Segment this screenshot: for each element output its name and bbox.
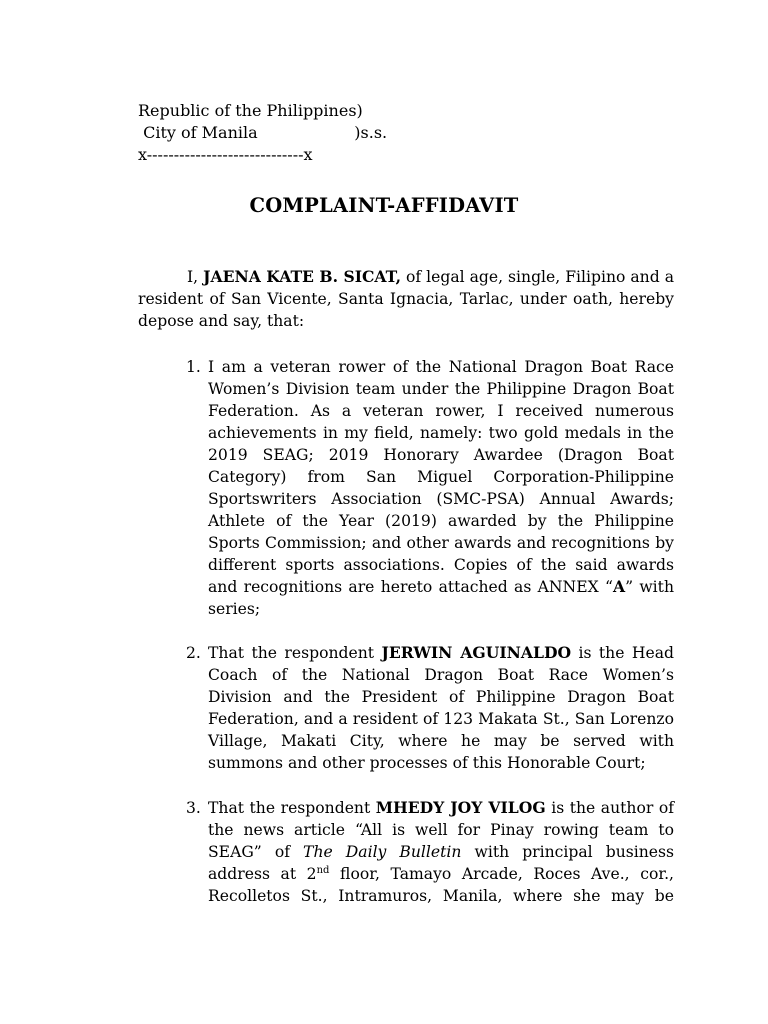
venue-caption — [138, 100, 387, 166]
intro-pre: I, — [187, 268, 204, 286]
document-title: COMPLAINT-AFFIDAVIT — [249, 194, 519, 217]
respondent-name: JERWIN AGUINALDO — [381, 643, 572, 662]
item-number: 3. — [186, 799, 201, 817]
caption-republic: Republic of the Philippines) — [138, 101, 363, 120]
item-number: 1. — [186, 358, 201, 376]
annex-label: A — [612, 577, 626, 596]
list-item — [186, 642, 674, 774]
affiant-name: JAENA KATE B. SICAT, — [203, 267, 401, 286]
list-item — [186, 356, 674, 620]
intro-post: of legal age, single, Filipino and a resident of San Vicente, Santa Ignacia, Tarlac, under oath, hereby depose and say, that: — [138, 268, 674, 330]
item-text: That the respondent MHEDY JOY VILOG is the author of the news article “All is well for Pinay rowing team to SEAG” of The Daily Bulletin with principal business address at 2nd floor, Tamayo Arcade, Roces Ave., cor., Recolletos St., Intramuros, Manila, where she may be — [208, 798, 675, 905]
caption-divider: x-----------------------------x — [138, 145, 313, 164]
list-item — [186, 797, 674, 907]
intro-paragraph — [138, 266, 674, 332]
item-text: I am a veteran rower of the National Dragon Boat Race Women’s Division team under the Philippine Dragon Boat Federation. As a veteran rower, I received numerous achievements in my field, namely: two gold medals in the 2019 SEAG; 2019 Honorary Awardee (Dragon Boat Category) from San Miguel Corporation-Philippine Sportswriters Association (SMC-PSA) Annual Awards; Athlete of the Year (2019) awarded by the Philippine Sports Commission; and other awards and recognitions by different sports associations. Copies of the said awards and recognitions are hereto attached as ANNEX “A” with series; — [208, 358, 674, 618]
respondent-name: MHEDY JOY VILOG — [375, 798, 546, 817]
item-text: That the respondent JERWIN AGUINALDO is the Head Coach of the National Dragon Boat Race Women’s Division and the President of Philippine Dragon Boat Federation, and a resident of 123 Makata St., San Lorenzo Village, Makati City, where he may be served with summons and other processes of this Honorable Court; — [208, 643, 674, 772]
item-number: 2. — [186, 644, 201, 662]
publication-name: The Daily Bulletin — [303, 843, 462, 861]
caption-city: City of Manila )s.s. — [138, 123, 388, 142]
